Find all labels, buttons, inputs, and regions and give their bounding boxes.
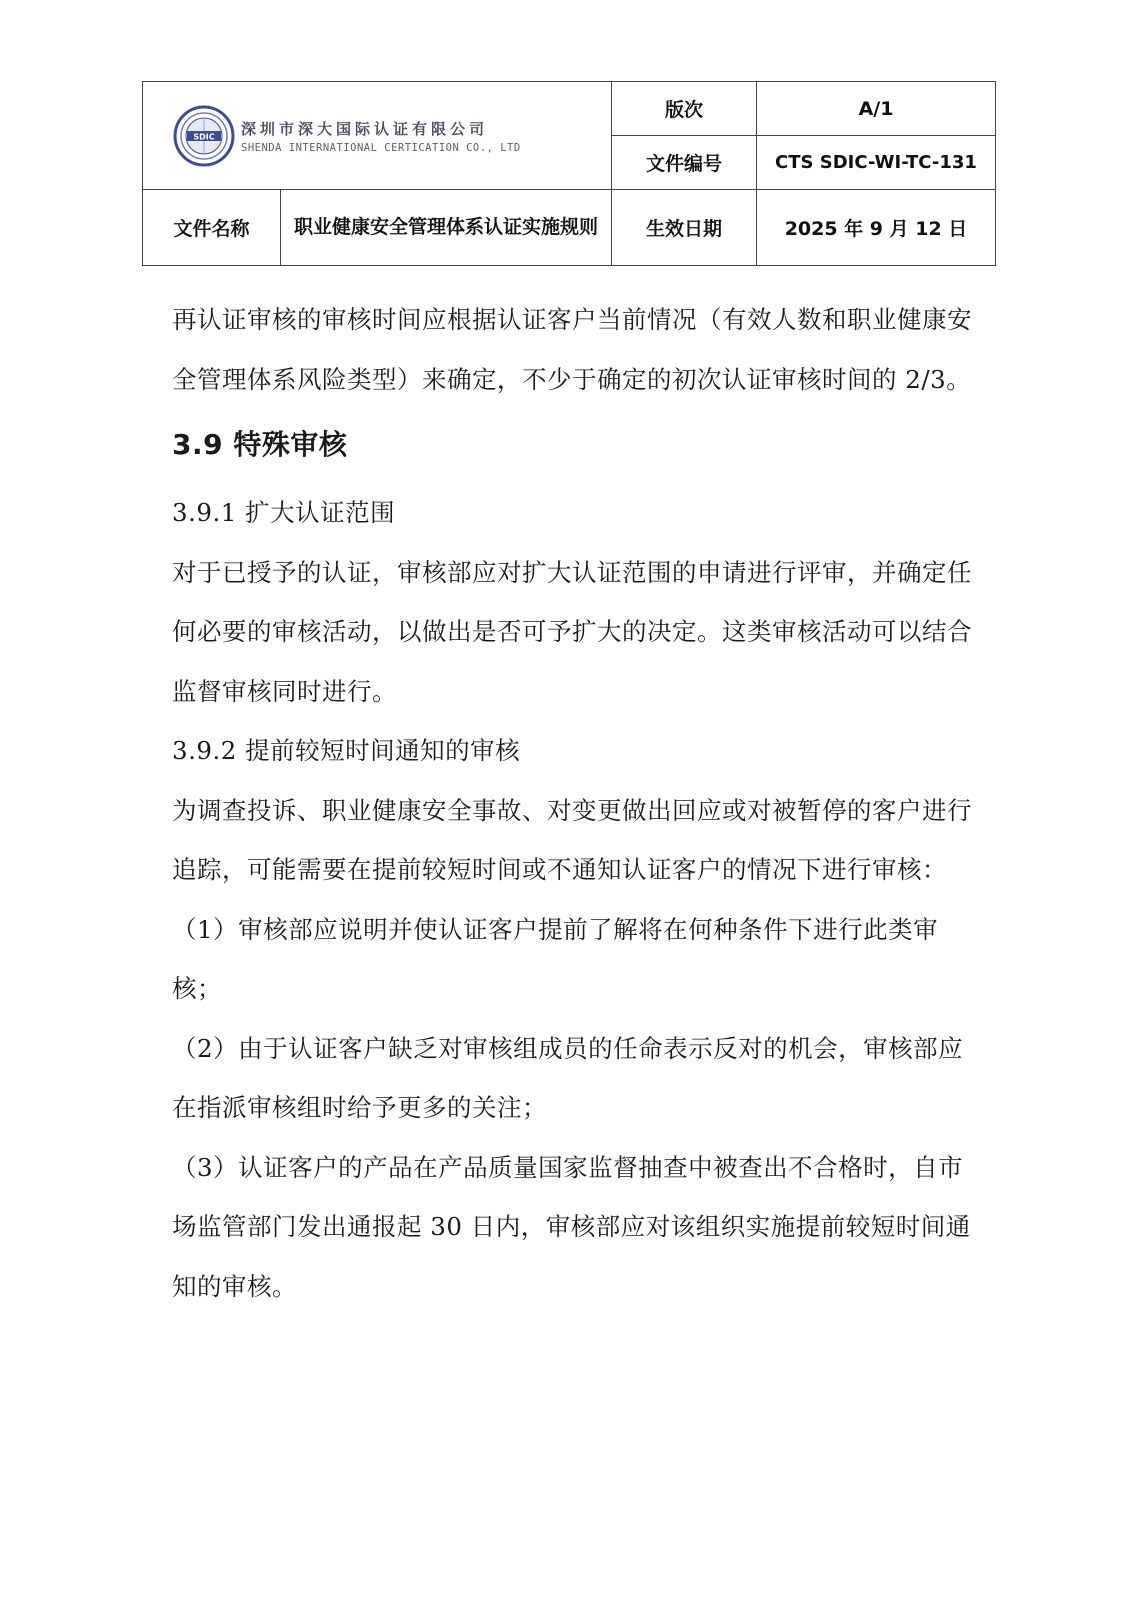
paragraph-3-9-1: 对于已授予的认证，审核部应对扩大认证范围的申请进行评审，并确定任何必要的审核活动，以做出是否可予扩大的决定。这类审核活动可以结合监督审核同时进行。 bbox=[172, 557, 972, 706]
doc-no-value: CTS SDIC-WI-TC-131 bbox=[757, 136, 996, 190]
doc-no-label: 文件编号 bbox=[612, 136, 757, 190]
effective-date-label: 生效日期 bbox=[612, 190, 757, 266]
version-value: A/1 bbox=[757, 82, 996, 136]
company-logo-cell bbox=[143, 82, 612, 190]
document-header-table bbox=[142, 81, 996, 266]
subsection-heading-3-9-1: 3.9.1 扩大认证范围 bbox=[172, 498, 396, 527]
paragraph-recert-time: 再认证审核的审核时间应根据认证客户当前情况（有效人数和职业健康安全管理体系风险类型）来确定，不少于确定的初次认证审核时间的 2/3。 bbox=[172, 305, 972, 394]
list-item-3: （3）认证客户的产品在产品质量国家监督抽查中被查出不合格时，自市场监管部门发出通报起 30 日内，审核部应对该组织实施提前较短时间通知的审核。 bbox=[172, 1152, 971, 1301]
list-item-2: （2）由于认证客户缺乏对审核组成员的任命表示反对的机会，审核部应在指派审核组时给予更多的关注； bbox=[172, 1033, 964, 1122]
company-name-en: SHENDA INTERNATIONAL CERTICATION CO., LTD bbox=[241, 141, 521, 154]
document-body bbox=[172, 290, 972, 1316]
section-heading-3-9: 3.9 特殊审核 bbox=[172, 428, 348, 461]
version-label: 版次 bbox=[612, 82, 757, 136]
effective-date-value: 2025 年 9 月 12 日 bbox=[757, 190, 996, 266]
file-name-label: 文件名称 bbox=[143, 190, 281, 266]
subsection-heading-3-9-2: 3.9.2 提前较短时间通知的审核 bbox=[172, 736, 521, 765]
paragraph-3-9-2: 为调查投诉、职业健康安全事故、对变更做出回应或对被暂停的客户进行追踪，可能需要在提前较短时间或不通知认证客户的情况下进行审核： bbox=[172, 795, 972, 884]
company-name-cn: 深圳市深大国际认证有限公司 bbox=[241, 119, 489, 138]
svg-text:SDIC: SDIC bbox=[193, 132, 215, 141]
company-seal-icon bbox=[173, 105, 235, 167]
list-item-1: （1）审核部应说明并使认证客户提前了解将在何种条件下进行此类审核； bbox=[172, 914, 939, 1003]
file-name-value: 职业健康安全管理体系认证实施规则 bbox=[281, 190, 612, 266]
